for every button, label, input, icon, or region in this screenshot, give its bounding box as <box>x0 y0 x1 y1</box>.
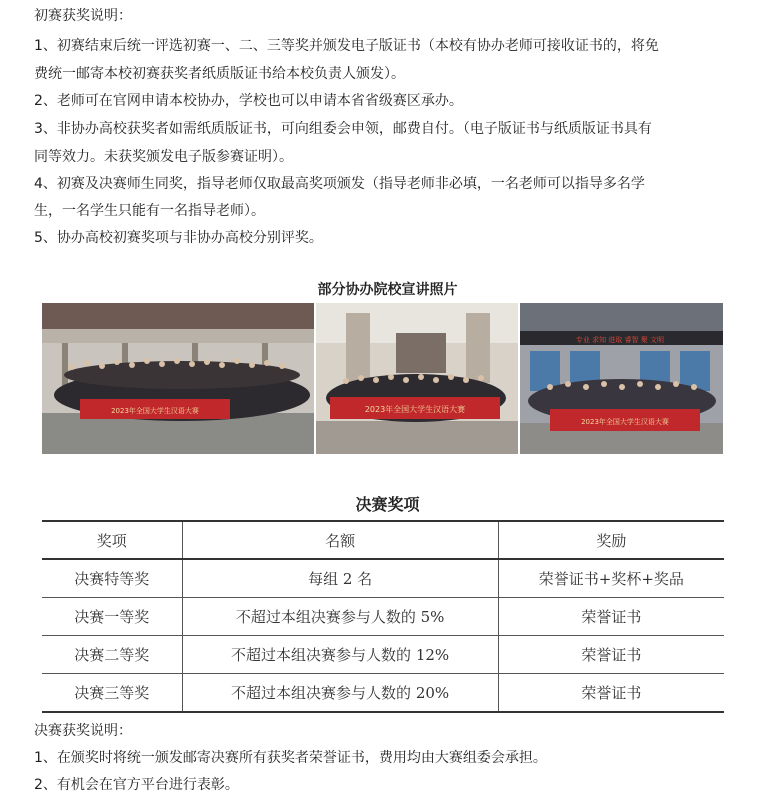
table-cell: 不超过本组决赛参与人数的 20% <box>182 674 498 713</box>
table-cell: 决赛三等奖 <box>42 674 182 713</box>
table-cell: 荣誉证书+奖杯+奖品 <box>498 559 724 598</box>
photos-title: 部分协办院校宣讲照片 <box>317 282 458 298</box>
table-cell: 荣誉证书 <box>498 636 724 674</box>
column-header: 奖励 <box>498 521 724 559</box>
prelim-line: 生，一名学生只能有一名指导老师）。 <box>34 203 265 219</box>
table-cell: 不超过本组决赛参与人数的 5% <box>182 598 498 636</box>
prelim-line: 同等效力。未获奖颁发电子版参赛证明）。 <box>34 149 293 165</box>
banner-text: 2023年全国大学生汉语大赛 <box>111 407 199 415</box>
column-header: 奖项 <box>42 521 182 559</box>
table-cell: 不超过本组决赛参与人数的 12% <box>182 636 498 674</box>
prelim-line: 3、非协办高校获奖者如需纸质版证书，可向组委会申领，邮费自付。（电子版证书与纸质版证书具有 <box>34 121 652 137</box>
finals-line: 1、在颁奖时将统一颁发邮寄决赛所有获奖者荣誉证书，费用均由大赛组委会承担。 <box>34 750 547 766</box>
prelim-line: 5、协办高校初赛奖项与非协办高校分别评奖。 <box>34 230 323 246</box>
group-photo <box>42 303 314 454</box>
table-row <box>42 559 724 598</box>
table-cell: 荣誉证书 <box>498 674 724 713</box>
table-cell: 决赛特等奖 <box>42 559 182 598</box>
table-row <box>42 636 724 674</box>
group-photo <box>520 303 723 454</box>
banner-text: 2023年全国大学生汉语大赛 <box>364 405 466 414</box>
prelim-line: 2、老师可在官网申请本校协办，学校也可以申请本省省级赛区承办。 <box>34 93 463 109</box>
finals-heading: 决赛获奖说明： <box>34 723 132 739</box>
building-slogan: 专业 求知 进取 睿智 聚 文明 <box>575 336 665 344</box>
prelim-line: 费统一邮寄本校初赛获奖者纸质版证书给本校负责人颁发）。 <box>34 66 405 82</box>
prelim-line: 1、初赛结束后统一评选初赛一、二、三等奖并颁发电子版证书（本校有协办老师可接收证书的，将免 <box>34 38 659 54</box>
table-cell: 荣誉证书 <box>498 598 724 636</box>
banner-text: 2023年全国大学生汉语大赛 <box>581 418 669 426</box>
table-row <box>42 674 724 713</box>
prelim-line: 4、初赛及决赛师生同奖，指导老师仅取最高奖项颁发（指导老师非必填，一名老师可以指导多名学 <box>34 176 645 192</box>
table-cell: 每组 2 名 <box>182 559 498 598</box>
prelim-heading: 初赛获奖说明： <box>34 8 132 24</box>
table-header-row <box>42 521 724 559</box>
table-cell: 决赛一等奖 <box>42 598 182 636</box>
column-header: 名额 <box>182 521 498 559</box>
finals-awards-table <box>42 520 724 713</box>
table-cell: 决赛二等奖 <box>42 636 182 674</box>
finals-line: 2、有机会在官方平台进行表彰。 <box>34 777 239 793</box>
table-row <box>42 598 724 636</box>
group-photo <box>316 303 518 454</box>
finals-table-title: 决赛奖项 <box>355 495 420 514</box>
